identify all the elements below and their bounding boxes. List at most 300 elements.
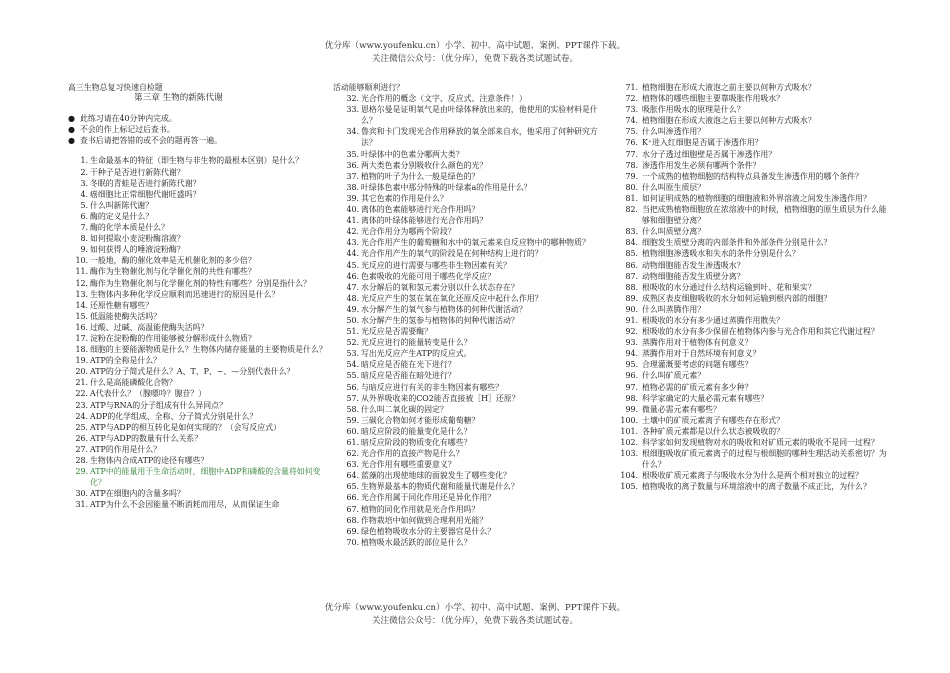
- question-item: [333, 315, 609, 326]
- question-text: 写出光反应产生ATP的反应式。: [361, 349, 472, 359]
- question-number: 84.: [625, 238, 638, 248]
- question-item: [333, 526, 609, 537]
- question-item: [333, 492, 609, 503]
- question-number: 41.: [346, 216, 359, 226]
- question-text: 土壤中的矿质元素离子有哪些存在形式？: [642, 415, 785, 425]
- question-text: 蓝藻的出现使地球的面貌发生了哪些变化？: [361, 471, 511, 481]
- chapter-title: 第三章 生物的新陈代谢: [134, 93, 223, 104]
- question-text: 离体的色素能够进行光合作用吗？: [361, 205, 480, 215]
- question-number: 91.: [625, 315, 638, 325]
- question-item: [612, 437, 888, 448]
- question-number: 46.: [346, 271, 359, 281]
- question-text: ATP的全称是什么？: [90, 356, 162, 366]
- question-number: 83.: [625, 227, 638, 237]
- question-text: 低温能使酶失活吗？: [90, 311, 162, 321]
- question-number: 52.: [346, 338, 359, 348]
- question-text: 什么叫二氧化碳的固定？: [361, 404, 448, 414]
- question-number: 65.: [346, 482, 359, 492]
- question-item: [62, 433, 332, 444]
- question-number: 97.: [625, 382, 638, 392]
- column-2: [333, 82, 609, 548]
- question-item: [612, 260, 888, 271]
- question-number: 39.: [346, 193, 359, 203]
- question-text: 如何证明成熟的植物细胞的细胞液和外界溶液之间发生渗透作用？: [642, 193, 871, 203]
- question-item: [333, 171, 609, 182]
- question-item: [612, 204, 888, 226]
- question-item: [612, 393, 888, 404]
- question-text: 根细胞吸收矿质元素离子的过程与根细胞的哪种生理活动关系密切？为什么？: [642, 449, 887, 470]
- question-text: 两大类色素分别吸收什么颜色的光？: [361, 160, 488, 170]
- question-item: [333, 426, 609, 437]
- question-item: [62, 178, 332, 189]
- question-number: 71.: [625, 83, 638, 92]
- question-text: 其它色素的作用是什么？: [361, 193, 448, 203]
- question-item: [333, 193, 609, 204]
- question-number: 103.: [620, 449, 638, 459]
- question-number: 40.: [346, 205, 359, 215]
- question-text: 植物必需的矿质元素有多少种？: [642, 382, 753, 392]
- question-item: [612, 193, 888, 204]
- question-item: [333, 126, 609, 148]
- question-number: 16.: [75, 322, 88, 332]
- question-item: [612, 481, 888, 492]
- question-number: 3.: [80, 178, 88, 188]
- question-text: 光反应的进行需要与哪些非生物因素有关？: [361, 260, 511, 270]
- question-number: 96.: [625, 371, 638, 381]
- question-text: 微量必需元素有哪些？: [642, 404, 721, 414]
- question-item: [62, 355, 332, 366]
- question-number: 53.: [346, 349, 359, 359]
- question-item: [333, 504, 609, 515]
- question-item: [612, 304, 888, 315]
- question-text: 什么叫蒸腾作用？: [642, 304, 706, 314]
- question-item: [612, 348, 888, 359]
- question-number: 20.: [75, 367, 88, 377]
- question-item: [333, 248, 609, 259]
- question-text: 植物吸收的离子数量与环境溶液中的离子数量不成正比，为什么？: [642, 482, 871, 492]
- question-item: [62, 200, 332, 211]
- question-number: 36.: [346, 160, 359, 170]
- question-number: 22.: [75, 389, 88, 399]
- question-number: 8.: [80, 234, 88, 244]
- question-number: 105.: [620, 482, 638, 492]
- question-text: 离体的叶绿体能够进行光合作用吗？: [361, 216, 488, 226]
- question-number: 82.: [625, 205, 638, 215]
- question-item: [333, 404, 609, 415]
- question-item: [333, 481, 609, 492]
- question-item: [612, 271, 888, 282]
- banner-line-2: 关注微信公众号：（优分库），免费下载各类试题试卷。: [371, 54, 579, 64]
- question-number: 68.: [346, 515, 359, 525]
- question-text: 作物栽培中如何做到合理利用光能？: [361, 515, 488, 525]
- question-number: 38.: [346, 182, 359, 192]
- question-item: [333, 470, 609, 481]
- question-text: 植物吸水最活跃的部位是什么？: [361, 537, 472, 547]
- question-text: 吸胀作用吸水的原理是什么？: [642, 105, 745, 115]
- question-number: 11.: [75, 267, 88, 277]
- question-text: 渗透作用发生必须有哪两个条件？: [642, 160, 761, 170]
- question-list-2: [333, 82, 609, 548]
- question-item: [612, 237, 888, 248]
- question-text: 酶作为生物催化剂与化学催化剂的共性有哪些？: [90, 267, 256, 277]
- question-text: 绿色植物吸收水分的主要器官是什么？: [361, 526, 496, 536]
- question-number: 4.: [80, 189, 88, 199]
- question-number: 56.: [346, 382, 359, 392]
- question-text: 从外界吸收来的CO2能否直接被［H］还原？: [361, 393, 520, 403]
- question-number: 12.: [75, 278, 88, 288]
- question-text: 与暗反应进行有关的非生物因素有哪些？: [361, 382, 504, 392]
- question-number: 62.: [346, 449, 359, 459]
- question-number: 25.: [75, 422, 88, 432]
- question-number: 77.: [625, 149, 638, 159]
- question-item: [612, 171, 888, 182]
- question-item: [62, 244, 332, 255]
- question-number: 44.: [346, 249, 359, 259]
- question-number: 74.: [625, 116, 638, 126]
- question-item: [62, 444, 332, 455]
- question-number: 73.: [625, 105, 638, 115]
- question-number: 60.: [346, 426, 359, 436]
- question-number: 92.: [625, 327, 638, 337]
- question-item: [333, 304, 609, 315]
- question-text: 一个成熟的植物细胞的结构特点具备发生渗透作用的哪个条件？: [642, 171, 863, 181]
- question-number: 7.: [80, 223, 88, 233]
- question-text: 根吸收矿质元素离子与吸收水分为什么是两个相对独立的过程？: [642, 471, 863, 481]
- question-item: [612, 404, 888, 415]
- question-item: [333, 226, 609, 237]
- question-number: 18.: [75, 345, 88, 355]
- question-item: [62, 255, 332, 266]
- question-text: 酶作为生物催化剂与化学催化剂的特性有哪些？分别是指什么？: [90, 278, 311, 288]
- question-text: 水分子透过细胞壁是否属于渗透作用？: [642, 149, 777, 159]
- question-item: [62, 377, 332, 388]
- question-item: [333, 337, 609, 348]
- question-number: 81.: [625, 193, 638, 203]
- question-text: 什么叫新陈代谢？: [90, 200, 154, 210]
- question-number: 32.: [346, 94, 359, 104]
- question-item: [612, 248, 888, 259]
- question-item: [612, 149, 888, 160]
- question-item: [62, 322, 332, 333]
- question-number: 31.: [75, 500, 88, 510]
- question-item: [62, 289, 332, 300]
- question-number: 99.: [625, 404, 638, 414]
- question-text: ATP与RNA的分子组成有什么异同点？: [90, 400, 227, 410]
- question-number: 47.: [346, 282, 359, 292]
- question-item: [62, 499, 332, 510]
- question-number: 50.: [346, 315, 359, 325]
- question-number: 98.: [625, 393, 638, 403]
- question-number: 30.: [75, 489, 88, 499]
- question-item: [612, 293, 888, 304]
- question-text: 如何提取小麦淀粉酶溶液？: [90, 234, 185, 244]
- question-number: 61.: [346, 438, 359, 447]
- question-item: [62, 266, 332, 277]
- question-item: [612, 470, 888, 481]
- question-item: [612, 182, 888, 193]
- question-item: [333, 82, 609, 93]
- question-number: 37.: [346, 171, 359, 181]
- question-item: [333, 293, 609, 304]
- question-number: 6.: [80, 211, 88, 221]
- question-text: ATP在细胞内的含量多吗？: [90, 489, 185, 499]
- question-text: 色素吸收的光能可用于哪些化学反应？: [361, 271, 496, 281]
- question-item: [62, 222, 332, 233]
- question-text: 植物的叶子为什么一般是绿色的？: [361, 171, 480, 181]
- question-item: [333, 515, 609, 526]
- question-item: [612, 104, 888, 115]
- question-number: 23.: [75, 400, 88, 410]
- question-text: 蒸腾作用对于植物体有何意义？: [642, 338, 753, 348]
- question-item: [612, 448, 888, 470]
- question-text: 叶绿体中的色素分哪两大类？: [361, 149, 464, 159]
- question-number: 75.: [625, 127, 638, 137]
- bullet-icon: ●: [68, 125, 75, 135]
- question-number: 17.: [75, 333, 88, 343]
- question-number: 88.: [625, 282, 638, 292]
- question-text: 酶的定义是什么？: [90, 211, 154, 221]
- question-item: [333, 204, 609, 215]
- question-item: [62, 155, 332, 166]
- banner-line-1: 优分库（www.youfenku.cn）小学、初中、高中试题、案例、PPT课件下载。: [324, 41, 626, 51]
- question-text: 冬眠的青蛙是否进行新陈代谢？: [90, 178, 201, 188]
- question-number: 95.: [625, 360, 638, 370]
- question-number: 86.: [625, 260, 638, 270]
- question-text: 癌细胞比正常细胞代谢旺盛吗？: [90, 189, 201, 199]
- question-item: [612, 415, 888, 426]
- question-number: 10.: [75, 256, 88, 266]
- question-item: [612, 226, 888, 237]
- question-number: 59.: [346, 415, 359, 425]
- question-text: 生物体内多种化学反应顺利而迅速进行的原因是什么？: [90, 289, 280, 299]
- question-text: 什么是高能磷酸化合物？: [90, 378, 177, 388]
- question-text: 根吸收的水分有多少通过蒸腾作用散失？: [642, 315, 785, 325]
- question-text: ATP的作用是什么？: [90, 444, 162, 454]
- question-text: 成熟区表皮细胞吸收的水分如何运输到根内部的细胞？: [642, 293, 832, 303]
- question-number: 27.: [75, 444, 88, 454]
- question-item: [333, 182, 609, 193]
- question-text: 根吸收的水分有多少保留在植物体内参与光合作用和其它代谢过程？: [642, 327, 879, 337]
- question-item: [333, 160, 609, 171]
- question-text: 光反应是否需要酶？: [361, 327, 433, 337]
- question-text: 一般地，酶的催化效率是无机催化剂的多少倍？: [90, 256, 256, 266]
- question-text: 活动能够顺利进行？: [333, 83, 405, 92]
- question-text: 光反应产生的氢在氧在氧化还原反应中起什么作用？: [361, 293, 543, 303]
- question-text: A代表什么？（腺嘌呤？腺苷？）: [90, 389, 207, 399]
- question-number: 26.: [75, 433, 88, 443]
- question-text: 光合作用分为哪两个阶段？: [361, 227, 456, 237]
- question-text: ATP中的能量用于生命活动时，细胞中ADP和磷酸的含量将如何变化？: [90, 467, 321, 488]
- question-item: [62, 278, 332, 289]
- question-text: 合理灌溉要考虑的问题有哪些？: [642, 360, 753, 370]
- question-item: [333, 271, 609, 282]
- question-text: 植物体的哪些细胞主要靠吸胀作用吸水？: [642, 94, 785, 104]
- question-item: [333, 260, 609, 271]
- question-number: 64.: [346, 471, 359, 481]
- question-number: 79.: [625, 171, 638, 181]
- question-item: [612, 115, 888, 126]
- question-text: ADP的化学组成、全称、分子简式分别是什么？: [90, 411, 258, 421]
- question-number: 89.: [625, 293, 638, 303]
- question-text: 暗反应阶段的物质变化有哪些？: [361, 438, 472, 447]
- question-number: 57.: [346, 393, 359, 403]
- question-item: [62, 455, 332, 466]
- question-text: 生物界最基本的物质代谢和能量代谢是什么？: [361, 482, 519, 492]
- question-item: [612, 326, 888, 337]
- instruction-item: ● 查书后请把答错的或不会的题再答一遍。: [68, 136, 223, 146]
- question-number: 29.: [75, 467, 88, 477]
- question-item: [333, 326, 609, 337]
- question-item: [62, 189, 332, 200]
- question-number: 51.: [346, 327, 359, 337]
- question-text: 鲁宾和卡门发现光合作用释放的氧全部来自水，他采用了何种研究方法？: [361, 127, 598, 148]
- question-number: 35.: [346, 149, 359, 159]
- question-item: [62, 388, 332, 399]
- question-text: 生物体内合成ATP的途径有哪些？: [90, 456, 209, 465]
- question-text: 细胞发生质壁分离的内部条件和外部条件分别是什么？: [642, 238, 832, 248]
- question-item: [62, 211, 332, 222]
- question-text: 蒸腾作用对于自然环境有何意义？: [642, 349, 761, 359]
- question-text: 还原性糖有哪些？: [90, 300, 154, 310]
- question-item: [333, 104, 609, 126]
- question-number: 93.: [625, 338, 638, 348]
- question-text: ATP与ADP的相互转化是如何实现的？（会写反应式）: [90, 422, 281, 432]
- question-item: [612, 337, 888, 348]
- question-number: 87.: [625, 271, 638, 281]
- doc-title: 高三生物总复习快速自检题: [68, 83, 163, 92]
- question-item: [333, 393, 609, 404]
- question-number: 72.: [625, 94, 638, 104]
- question-text: 水分解产生的氢参与植物体的何种代谢活动？: [361, 315, 519, 325]
- question-text: ATP的分子简式是什么？A、T、P、~、—分别代表什么？: [90, 367, 295, 377]
- question-list-1: [62, 155, 332, 510]
- question-item: [612, 315, 888, 326]
- question-number: 48.: [346, 293, 359, 303]
- question-number: 21.: [75, 378, 88, 388]
- question-item: [612, 82, 888, 93]
- question-text: 叶绿体色素中那分特殊的叶绿素a的作用是什么？: [361, 182, 532, 192]
- question-text: 光合作用有哪些重要意义？: [361, 460, 456, 470]
- question-number: 76.: [625, 138, 638, 148]
- question-item: [333, 359, 609, 370]
- question-item: [62, 411, 332, 422]
- question-number: 70.: [346, 537, 359, 547]
- question-item: [62, 311, 332, 322]
- question-number: 14.: [75, 300, 88, 310]
- question-number: 34.: [346, 127, 359, 137]
- question-item: [333, 415, 609, 426]
- question-item: [62, 300, 332, 311]
- question-text: 光合作用产生的葡萄糖和水中的氧元素来自反应物中的哪种物质？: [361, 238, 590, 248]
- question-number: 9.: [80, 245, 88, 255]
- banner-line-2: 关注微信公众号：（优分库），免费下载各类试题试卷。: [371, 616, 579, 626]
- question-item: [62, 422, 332, 433]
- column-3: [612, 82, 888, 492]
- question-text: 如何获得人的唾液淀粉酶？: [90, 245, 185, 255]
- question-number: 66.: [346, 493, 359, 503]
- question-number: 94.: [625, 349, 638, 359]
- question-item: [333, 370, 609, 381]
- question-text: 什么叫原生质层？: [642, 182, 706, 192]
- column-1: [62, 82, 332, 510]
- question-item: [333, 537, 609, 548]
- question-number: 13.: [75, 289, 88, 299]
- bullet-icon: ●: [68, 114, 75, 124]
- question-text: 生命最基本的特征（即生物与非生物的最根本区别）是什么？: [90, 156, 304, 166]
- question-number: 54.: [346, 360, 359, 370]
- question-number: 101.: [620, 426, 638, 436]
- question-text: 植物细胞渗透吸水和失水的条件分别是什么？: [642, 249, 800, 259]
- question-text: 植物细胞在形成大液泡之前主要以何种方式吸水？: [642, 83, 816, 92]
- question-item: [333, 437, 609, 448]
- question-text: 光反应进行的能量转变是什么？: [361, 338, 472, 348]
- question-item: [62, 344, 332, 355]
- question-text: 光合作用的概念（文字、反应式、注意条件！）: [361, 94, 527, 104]
- question-number: 24.: [75, 411, 88, 421]
- question-item: [62, 466, 332, 488]
- question-item: [333, 459, 609, 470]
- question-text: 什么叫矿质元素？: [642, 371, 706, 381]
- instruction-item: ● 此练习请在40分钟内完成。: [68, 114, 177, 124]
- question-item: [612, 160, 888, 171]
- question-number: 104.: [620, 471, 638, 481]
- question-text: 根吸收的水分通过什么结构运输到叶、花和果实？: [642, 282, 816, 292]
- question-number: 102.: [620, 438, 638, 447]
- question-item: [612, 137, 888, 148]
- question-text: 淀粉在淀粉酶的作用能够被分解形成什么物质？: [90, 333, 256, 343]
- question-text: ATP与ADP的数量有什么关系？: [90, 433, 203, 443]
- question-text: 暗反应是否能在暗处进行？: [361, 371, 456, 381]
- question-text: ATP为什么不会因能量不断消耗而用尽，从而保证生命: [90, 500, 280, 510]
- question-text: 植物的同化作用就是光合作用吗？: [361, 504, 480, 514]
- question-number: 5.: [80, 200, 88, 210]
- question-item: [333, 93, 609, 104]
- question-number: 58.: [346, 404, 359, 414]
- question-text: 细胞的主要能源物质是什么？生物体内储存能量的主要物质是什么？: [90, 345, 327, 355]
- question-number: 28.: [75, 456, 88, 465]
- banner-line-1: 优分库（www.youfenku.cn）小学、初中、高中试题、案例、PPT课件下载。: [324, 603, 626, 613]
- question-item: [62, 366, 332, 377]
- question-item: [612, 382, 888, 393]
- question-number: 19.: [75, 356, 88, 366]
- question-number: 43.: [346, 238, 359, 248]
- question-text: 光合作用属于同化作用还是异化作用？: [361, 493, 496, 503]
- question-number: 67.: [346, 504, 359, 514]
- question-item: [62, 167, 332, 178]
- question-number: 80.: [625, 182, 638, 192]
- question-item: [612, 370, 888, 381]
- question-item: [612, 359, 888, 370]
- instruction-item: ● 不会的作上标记过后查书。: [68, 125, 175, 135]
- question-text: 光合作用产生的氧气的阶段是在何种结构上进行的？: [361, 249, 543, 259]
- question-item: [62, 333, 332, 344]
- question-text: 干种子是否进行新陈代谢？: [90, 167, 185, 177]
- question-text: 暗反应是否能在光下进行？: [361, 360, 456, 370]
- question-item: [612, 93, 888, 104]
- question-number: 33.: [346, 105, 359, 115]
- header-banner: [0, 40, 950, 66]
- question-text: 暗反应阶段的能量变化是什么？: [361, 426, 472, 436]
- question-text: K⁺进入红细胞是否属于渗透作用？: [642, 138, 763, 148]
- instructions-list: [62, 113, 332, 146]
- footer-banner: [0, 602, 950, 628]
- question-text: 三碳化合物如何才能形成葡萄糖？: [361, 415, 480, 425]
- question-item: [612, 426, 888, 437]
- question-text: 各种矿质元素都是以什么状态被吸收的？: [642, 426, 785, 436]
- question-number: 42.: [346, 227, 359, 237]
- question-number: 49.: [346, 304, 359, 314]
- question-text: 过酸、过碱、高温能使酶失活吗？: [90, 322, 209, 332]
